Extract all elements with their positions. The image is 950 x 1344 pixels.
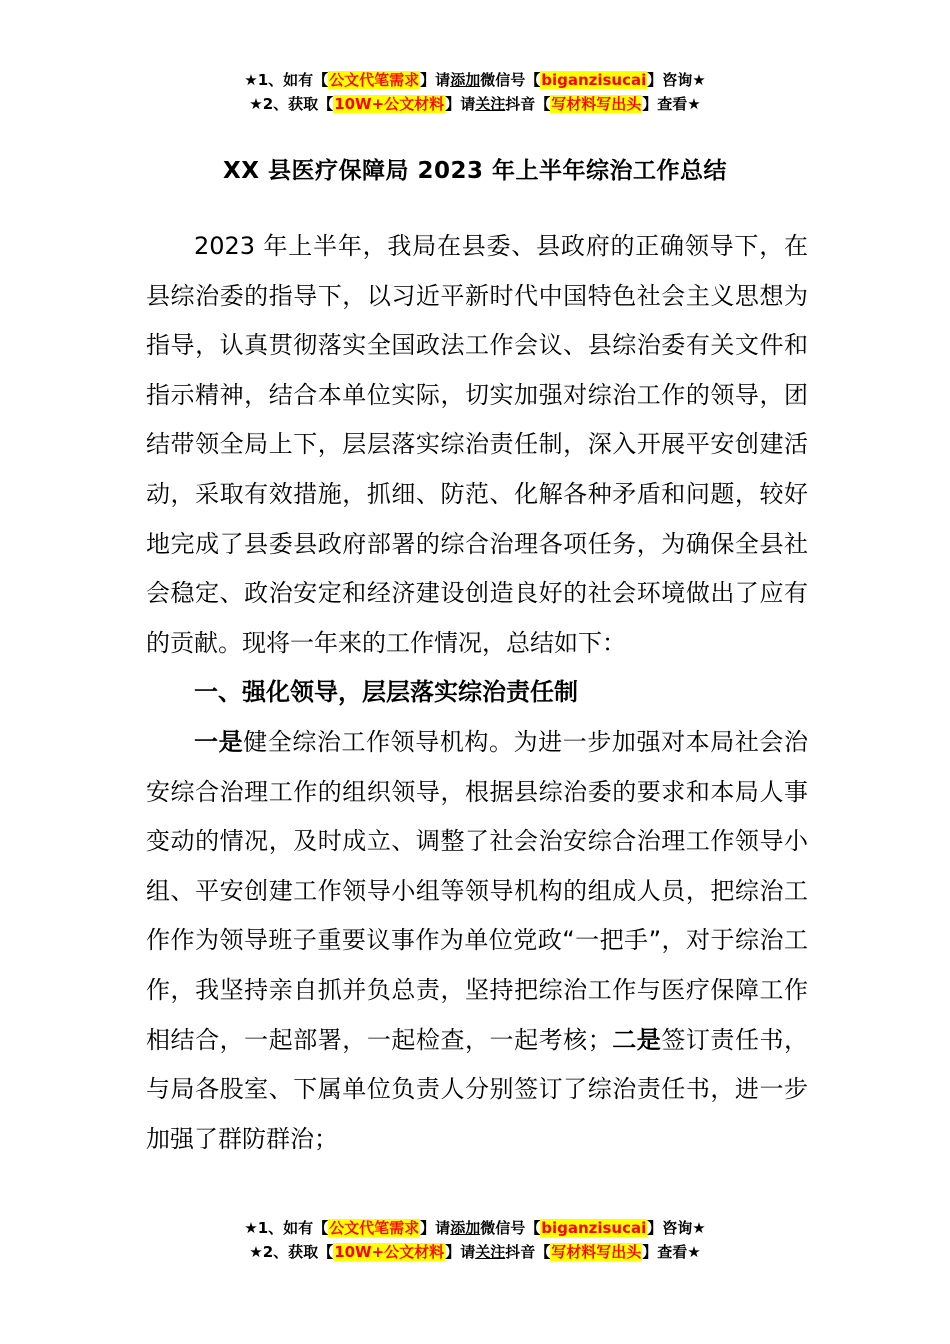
promo-highlight: 写材料写出头 <box>551 1243 642 1261</box>
promo-text: ★1、如有【 <box>244 71 329 89</box>
promo-text: 】咨询★ <box>647 71 706 89</box>
promo-text: 】咨询★ <box>647 1219 706 1237</box>
promo-underline: 关注 <box>475 1243 506 1261</box>
promo-underline: 添加 <box>450 71 481 89</box>
promo-text: 】请 <box>445 95 476 113</box>
promo-text: 微信号【 <box>480 71 541 89</box>
promo-text: ★1、如有【 <box>244 1219 329 1237</box>
document-title: XX 县医疗保障局 2023 年上半年综治工作总结 <box>222 158 727 184</box>
intro-paragraph: 2023 年上半年，我局在县委、县政府的正确领导下，在县综治委的指导下，以习近平新时代中国特色社会主义思想为指导，认真贯彻落实全国政法工作会议、县综治委有关文件和指示精神，结合本单位实际，切实加强对综治工作的领导，团结带领全局上下，层层落实综治责任制，深入开展平安创建活动，采取有效措施，抓细、防范、化解各种矛盾和问题，较好地完成了县委县政府部署的综合治理各项任务，为确保全县社会稳定、政治安定和经济建设创造良好的社会环境做出了应有的贡献。现将一年来的工作情况，总结如下： <box>146 232 808 657</box>
document-body <box>146 222 808 1164</box>
lead-label: 一是 <box>194 727 244 756</box>
section-paragraph <box>146 718 808 1164</box>
promo-text: 】查看★ <box>642 1243 701 1261</box>
promo-highlight: 公文代笔需求 <box>329 71 420 89</box>
promo-underline: 添加 <box>450 1219 481 1237</box>
promo-text: 微信号【 <box>480 1219 541 1237</box>
promo-line-2 <box>0 1240 950 1264</box>
paragraph-text: 签订责任书，与局各股室、下属单位负责人分别签订了综治责任书，进一步加强了群防群治； <box>146 1025 809 1153</box>
promo-text: 】请 <box>420 1219 451 1237</box>
promo-highlight: biganzisucai <box>541 1219 647 1237</box>
promo-text: 】请 <box>420 71 451 89</box>
promo-underline: 关注 <box>475 95 506 113</box>
promo-highlight: biganzisucai <box>541 71 647 89</box>
promo-text: 抖音【 <box>505 95 551 113</box>
promo-text: ★2、获取【 <box>249 1243 334 1261</box>
promo-highlight: 写材料写出头 <box>551 95 642 113</box>
promo-text: 抖音【 <box>505 1243 551 1261</box>
promo-highlight: 公文代笔需求 <box>329 1219 420 1237</box>
promo-highlight: 10W+公文材料 <box>334 95 445 113</box>
paragraph-text: 健全综治工作领导机构。为进一步加强对本局社会治安综合治理工作的组织领导，根据县综治委的要求和本局人事变动的情况，及时成立、调整了社会治安综合治理工作领导小组、平安创建工作领导小组等领导机构的组成人员，把综治工作作为领导班子重要议事作为单位党政“一把手”，对于综治工作，我坚持亲自抓并负总责，坚持把综治工作与医疗保障工作相结合，一起部署，一起检查，一起考核； <box>146 727 809 1054</box>
promo-text: 】查看★ <box>642 95 701 113</box>
promo-line-1 <box>0 68 950 92</box>
promo-line-1 <box>0 1216 950 1240</box>
promo-text: ★2、获取【 <box>249 95 334 113</box>
promo-banner-bottom <box>0 1216 950 1264</box>
promo-line-2 <box>0 92 950 116</box>
promo-banner-top <box>0 68 950 116</box>
section-heading: 一、强化领导，层层落实综治责任制 <box>194 678 578 707</box>
promo-text: 】请 <box>445 1243 476 1261</box>
promo-highlight: 10W+公文材料 <box>334 1243 445 1261</box>
lead-label: 二是 <box>611 1025 662 1054</box>
